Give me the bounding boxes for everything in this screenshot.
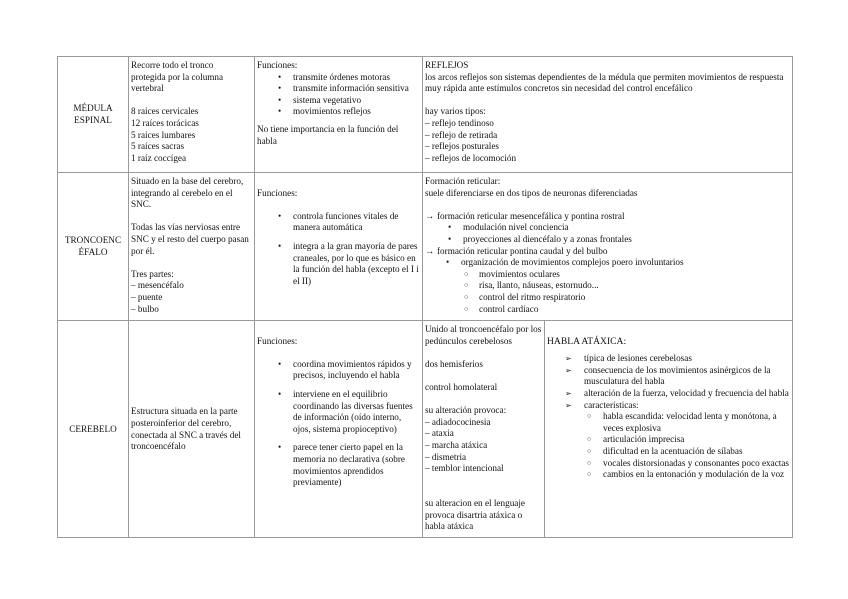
list-item: ○ habla escandida: velocidad lenta y monótona, a veces explosiva xyxy=(547,411,790,434)
list-item: ○ cambios en la entonación y modulación de la voz xyxy=(547,469,790,481)
row-title-medula: MÉDULA ESPINAL xyxy=(58,57,129,173)
reticular-type-2-sublist xyxy=(425,269,790,315)
list-item: ➢ típica de lesiones cerebelosas xyxy=(547,353,790,365)
row-cerebelo xyxy=(58,321,793,538)
medula-functions xyxy=(255,57,423,173)
reticular-type-2: → formación reticular pontina caudal y del bulbo xyxy=(425,246,790,258)
medula-reflexes: REFLEJOS los arcos reflejos son sistemas dependientes de la médula que permiten movimientos de respuesta muy rápida ante estímulos concretos sin necesidad del control encefálico hay varios tipos: – reflejo tendinoso – reflejo de retirada – reflejos posturales – reflejos de locomoción xyxy=(423,57,793,173)
list-item: ○ vocales distorsionadas y consonantes poco exactas xyxy=(547,458,790,470)
list-item: ○ dificultad en la acentuación de sílabas xyxy=(547,446,790,458)
medula-functions-heading: Funciones: xyxy=(257,60,298,70)
list-item: • sistema vegetativo xyxy=(257,95,420,107)
list-item: • transmite información sensitiva xyxy=(257,83,420,95)
cerebelo-functions-list xyxy=(257,359,420,489)
list-item: ○ control cardíaco xyxy=(425,304,790,316)
row-medula xyxy=(58,57,793,173)
medula-functions-list xyxy=(257,72,420,118)
tronco-reticular xyxy=(423,173,793,321)
medula-functions-note: No tiene importancia en la función del habla xyxy=(257,123,399,146)
list-item: • movimientos reflejos xyxy=(257,106,420,118)
list-item: ○ articulación imprecisa xyxy=(547,434,790,446)
list-item: • controla funciones vitales de manera automática xyxy=(257,211,420,234)
tronco-functions-heading: Funciones: xyxy=(257,187,298,198)
reticular-heading: Formación reticular: suele diferenciarse en dos tipos de neuronas diferenciadas xyxy=(425,176,638,198)
cerebelo-anatomy-text: Unido al troncoencéfalo por los pedúnculos cerebelosos dos hemisferios control homolateral su alteración provoca: – adiadococinesia – ataxia – marcha atáxica – dismetria – temblor intencional xyxy=(425,324,542,474)
list-item: • proyecciones al diencéfalo y a zonas frontales xyxy=(425,234,790,246)
cerebelo-anatomy xyxy=(423,321,545,538)
habla-ataxica xyxy=(545,321,793,538)
row-tronco xyxy=(58,173,793,321)
list-item: • integra a la gran mayoría de pares craneales, por lo que es básico en la función del habla (excepto el I i el II) xyxy=(257,241,420,287)
row-title-tronco: TRONCOENC ÉFALO xyxy=(58,173,129,321)
list-item: • modulación nivel conciencia xyxy=(425,222,790,234)
reticular-type-2-list xyxy=(425,257,790,269)
list-item: ➢ alteración de la fuerza, velocidad y frecuencia del habla xyxy=(547,388,790,400)
cerebelo-description: Estructura situada en la parte posteroinferior del cerebro, conectada al SNC a través del troncoencéfalo xyxy=(129,321,255,538)
cerebelo-functions xyxy=(255,321,423,538)
list-item: • transmite órdenes motoras xyxy=(257,72,420,84)
list-item: • coordina movimientos rápidos y precisos, incluyendo el habla xyxy=(257,359,420,382)
list-item: ○ risa, llanto, náuseas, estornudo... xyxy=(425,280,790,292)
list-item: • parece tener cierto papel en la memoria no declarativa (sobre movimientos aprendidos previamente) xyxy=(257,442,420,488)
list-item: ➢ características: xyxy=(547,400,790,412)
tronco-functions-list xyxy=(257,211,420,288)
neuro-table xyxy=(57,56,793,538)
reticular-type-1-list xyxy=(425,222,790,245)
list-item: ○ movimientos oculares xyxy=(425,269,790,281)
row-title-cerebelo: CEREBELO xyxy=(58,321,129,538)
tronco-description: Situado en la base del cerebro, integrando al cerebelo en el SNC. Todas las vías nerviosas entre SNC y el resto del cuerpo pasan por él. Tres partes: – mesencéfalo – puente – bulbo xyxy=(129,173,255,321)
habla-ataxica-heading: HABLA ATÁXICA: xyxy=(547,335,627,347)
list-item: ➢ consecuencia de los movimientos asinérgicos de la musculatura del habla xyxy=(547,365,790,388)
cerebelo-language-note: su alteracion en el lenguaje provoca disartria atáxica o habla atáxica xyxy=(425,497,525,532)
list-item: ○ control del ritmo respiratorio xyxy=(425,292,790,304)
list-item: • organización de movimientos complejos poero involuntarios xyxy=(425,257,790,269)
list-item: • interviene en el equilibrio coordinando las diversas fuentes de información (oído interno, ojos, sistema propioceptivo) xyxy=(257,389,420,435)
cerebelo-functions-heading: Funciones: xyxy=(257,335,298,346)
habla-ataxica-characteristics xyxy=(547,411,790,481)
medula-description: Recorre todo el tronco protegida por la columna vertebral 8 raíces cervicales 12 raíces torácicas 5 raíces lumbares 5 raíces sacras 1 raíz coccígea xyxy=(129,57,255,173)
tronco-functions xyxy=(255,173,423,321)
reticular-type-1: → formación reticular mesencefálica y pontina rostral xyxy=(425,211,790,223)
habla-ataxica-list xyxy=(547,353,790,411)
